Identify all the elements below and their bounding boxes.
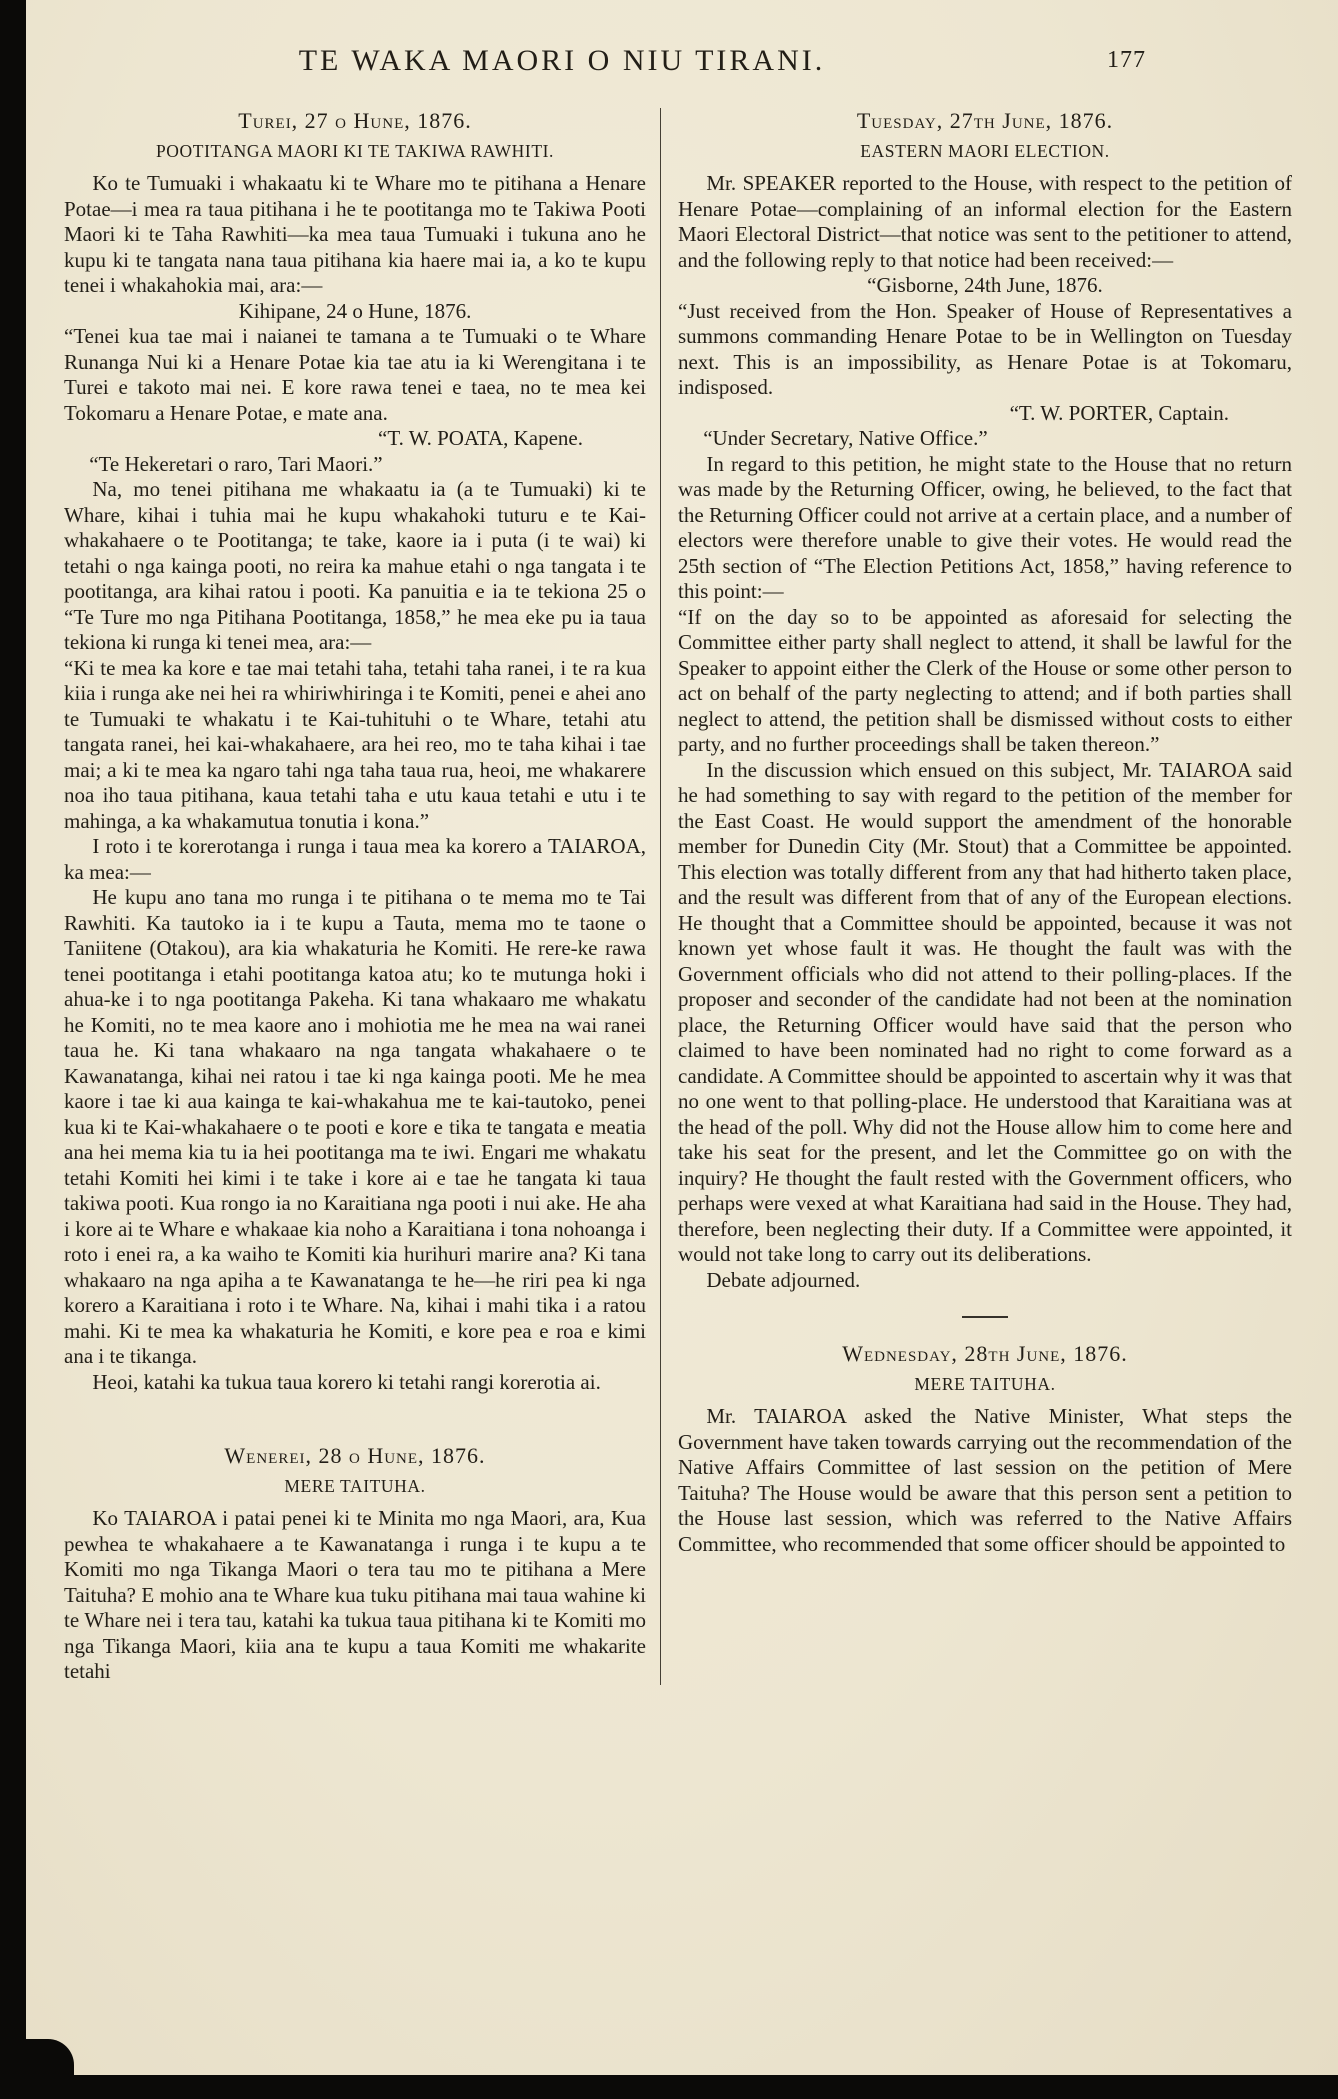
signature: “T. W. PORTER, Captain. [1009, 400, 1229, 425]
paragraph: Ko te Tumuaki i whakaatu ki te Whare mo te pitihana a Henare Potae—i mea ra taua pitihana i he te pootitanga mo te Takiwa Pooti Maori ki te Taha Rawhiti—ka mea taua Tumuaki i tukuna ano he kupu ki te tangata nana taua pitihana kia haere mai ia, a ko te kupu tenei i whakahokia mai, ara:— [64, 171, 646, 297]
left-date-heading-1: Turei, 27 o Hune, 1876. [238, 108, 472, 133]
paragraph: I roto i te korerotanga i runga i taua mea ka korero a TAIAROA, ka mea:— [64, 834, 646, 884]
signature: “T. W. POATA, Kapene. [378, 426, 583, 450]
right-date-heading-2: Wednesday, 28th June, 1876. [842, 1341, 1128, 1366]
right-column [661, 108, 1292, 1685]
page-number: 177 [1107, 47, 1146, 73]
paragraph: In the discussion which ensued on this subject, Mr. TAIAROA said he had something to say with regard to the petition of the member for the East Coast. He would support the amendment of the honorable member for Dunedin City (Mr. Stout) that a Committee be appointed. This election was totally different from any that had hitherto taken place, and the result was different from that of any of the European elections. He thought that a Committee should be appointed, because it was not known yet whose fault it was. He thought the fault was with the Government officials who did not attend to their polling-places. If the proposer and seconder of the candidate had not been at the nomination place, the Returning Officer would have said that the person who claimed to have been nominated had no right to come forward as a candidate. A Committee should be appointed to ascertain why it was that no one went to that polling-place. He understood that Karaitiana was at the head of the poll. Why did not the House allow him to come here and take his seat for the present, and let the Committee go on with the inquiry? He thought the fault rested with the Government officers, who perhaps were vexed at what Karaitiana had said in the House. They had, therefore, been neglecting their duty. If a Committee were appointed, it would not take long to carry out its deliberations. [678, 757, 1292, 1266]
right-date-heading-1: Tuesday, 27th June, 1876. [856, 108, 1114, 133]
paragraph: Debate adjourned. [706, 1267, 861, 1292]
columns [64, 108, 1292, 1685]
scan-edge-bottom [0, 2075, 1338, 2099]
paragraph: “If on the day so to be appointed as aforesaid for selecting the Committee either party shall neglect to attend, it shall be lawful for the Speaker to appoint either the Clerk of the House or some other person to act on behalf of the party neglecting to attend; and if both parties shall neglect to attend, the petition shall be dismissed without costs to either party, and no further proceedings shall be taken thereon.” [678, 604, 1292, 756]
section-divider-rule [962, 1316, 1008, 1318]
left-subject-heading-1: POOTITANGA MAORI KI TE TAKIWA RAWHITI. [155, 141, 555, 161]
paragraph: Heoi, katahi ka tukua taua korero ki tetahi rangi korerotia ai. [92, 1369, 601, 1394]
right-subject-heading-2: MERE TAITUHA. [914, 1374, 1056, 1394]
paragraph: Ko TAIAROA i patai penei ki te Minita mo nga Maori, ara, Kua pewhea te whakahaere a te Kawanatanga i runga i te kupu a te Komiti mo nga Tikanga Maori o tera tau mo te pitihana a Mere Taituha? E mohio ana te Whare kua tuku pitihana mai taua wahine ki te Whare nei i tera tau, katahi ka tukua taua pitihana ki te Komiti mo nga Tikanga Maori, kiia ana te kupu a taua Komiti me whakarite tetahi [64, 1506, 646, 1683]
section-break [64, 1395, 646, 1443]
paragraph: In regard to this petition, he might state to the House that no return was made by the Returning Officer, owing, he believed, to the fact that the Returning Officer could not arrive at a certain place, and a number of electors were therefore unable to give their votes. He would read the 25th section of “The Election Petitions Act, 1858,” having reference to this point:— [678, 451, 1292, 603]
paragraph: He kupu ano tana mo runga i te pitihana o te mema mo te Tai Rawhiti. Ka tautoko ia i te kupu a Tauta, mema mo te taone o Taniitene (Otakou), ara kia whakaturia he Komiti. He rere-ke rawa tenei pootitanga i etahi pootitanga katoa atu; ko te mutunga hoki i ahua-ke i to nga pootitanga Pakeha. Ki tana whakaaro me whakatu he Komiti, no te mea kaore ano i mohiotia me he mea na wai ranei taua he. Ki tana whakaaro na nga tangata whakahaere o te Kawanatanga, kihai nei ratou i tae ki nga kainga pooti. Me he mea kaore i tae ki aua kainga te kai-whakahua me te kai-tautoko, penei kua ki te Kai-whakahaere o te pooti e kore e tika te tangata e meatia ana hei mema kia tu ia hei pootitanga ma te iwi. Engari me whakatu tetahi Komiti hei kimi i te take i kore ai e tae he tangata ki taua takiwa pooti. Kua rongo ia no Karaitiana nga pooti i nui ake. He aha i kore ai te Whare e whakaae kia noho a Karaitiana i tona nohoanga i roto i enei ra, a ka waiho te Komiti kia hurihuri marire ana? Ki tana whakaaro na nga apiha a te Kawanatanga te he—he riri pea ki nga korero a Karaitiana i roto i te Whare. Na, kihai i mahi tika i a ratou mahi. Ki te mea ka whakaturia he Komiti, e kore pea e roa e kimi ana i te tikanga. [64, 885, 646, 1368]
paragraph: “Ki te mea ka kore e tae mai tetahi taha, tetahi taha ranei, i te ra kua kiia i runga ake nei hei ra whiriwhiringa i te Komiti, penei e ahei ano te Tumuaki te whakatu i te Kai-tuhituhi o te Whare, tetahi atu tangata ranei, hei kai-whakahaere, ara hei reo, mo te taha kihai i tae mai; a ki te mea ka ngaro tahi nga taha taua rua, heoi, me whakarere noa iho taua pitihana, kaua tetahi taha e utu kaua tetahi e utu i te mahinga, a ka whakamutua tonutia i kona.” [64, 655, 646, 833]
paragraph: Mr. TAIAROA asked the Native Minister, What steps the Government have taken towards carrying out the recommendation of the Native Affairs Committee of last session on the petition of Mere Taituha? The House would be aware that this person sent a petition to the House last session, which was referred to the Native Affairs Committee, who recommended that some officer should be appointed to [678, 1404, 1292, 1556]
scan-edge-left [0, 0, 26, 2099]
section-break [678, 1293, 1292, 1341]
dateline: “Gisborne, 24th June, 1876. [867, 273, 1103, 297]
paragraph: “Tenei kua tae mai i naianei te tamana a te Tumuaki o te Whare Runanga Nui ki a Henare Potae kia tae atu ia ki Werengitana i te Turei e takoto mai nei. E kore rawa tenei e taea, no te mea kei Tokomaru a Henare Potae, e mate ana. [64, 324, 646, 425]
dateline: Kihipane, 24 o Hune, 1876. [238, 298, 472, 323]
masthead [64, 44, 1292, 84]
left-date-heading-2: Wenerei, 28 o Hune, 1876. [224, 1443, 486, 1468]
left-column [64, 108, 660, 1685]
paragraph: Mr. SPEAKER reported to the House, with respect to the petition of Henare Potae—complaining of an informal election for the Eastern Maori Electoral District—that notice was sent to the petitioner to attend, and the following reply to that notice had been received:— [678, 171, 1292, 272]
page-title: TE WAKA MAORI O NIU TIRANI. [298, 44, 826, 77]
signature: “Under Secretary, Native Office.” [703, 426, 988, 450]
paragraph: “Just received from the Hon. Speaker of House of Representatives a summons commanding Henare Potae to be in Wellington on Tuesday next. This is an impossibility, as Henare Potae is at Tokomaru, indisposed. [678, 298, 1292, 399]
signature: “Te Hekeretari o raro, Tari Maori.” [89, 451, 383, 476]
left-subject-heading-2: MERE TAITUHA. [284, 1476, 426, 1496]
paragraph: Na, mo tenei pitihana me whakaatu ia (a te Tumuaki) ki te Whare, kihai i tuhia mai he kupu whakahoki tuturu e te Kai-whakahaere o te Pootitanga; te take, kaore ia i puta (i te wai) ki tetahi o nga kainga pooti, no reira ka mahue etahi o nga tangata i te pootitanga, ara kihai ratou i pooti. Ka panuitia e ia te tekiona 25 o “Te Ture mo nga Pitihana Pootitanga, 1858,” he mea eke pu ia taua tekiona ki runga ki tenei mea, ara:— [64, 477, 646, 654]
right-subject-heading-1: EASTERN MAORI ELECTION. [860, 141, 1110, 161]
newspaper-page [26, 0, 1338, 2075]
